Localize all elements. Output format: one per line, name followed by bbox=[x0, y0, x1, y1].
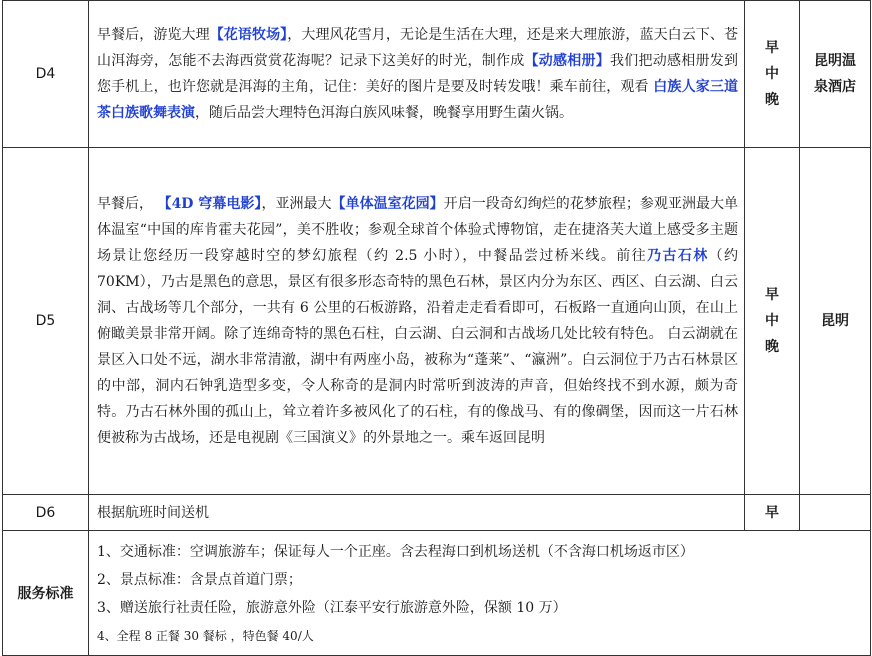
service-standard-list bbox=[89, 531, 871, 656]
description-segment: 我们把动感相册发到您手机上，也许您就是洱海的主角，记住：美好的图片是要及时转发哦！乘车前往，观看 bbox=[97, 53, 738, 95]
meal-cell bbox=[745, 1, 800, 148]
day-label: D6 bbox=[3, 495, 89, 531]
service-standard-row bbox=[3, 531, 871, 656]
hotel-cell bbox=[800, 148, 871, 495]
description-segment: ，大理风花雪月，无论是生活在大理，还是来大理旅游，蓝天白云下、苍山洱海旁，怎能不去海西赏赏花海呢？记录下这美好的时光，制作成 bbox=[97, 27, 739, 69]
service-item: 3、赠送旅行社责任险，旅游意外险（江泰平安行旅游意外险，保额 10 万） bbox=[97, 600, 567, 616]
description-segment: ，亚洲最大 bbox=[261, 196, 332, 212]
day-row-d6 bbox=[3, 495, 871, 531]
hotel-line: 泉酒店 bbox=[814, 79, 856, 95]
day-description bbox=[89, 148, 745, 495]
description-segment: 根据航班时间送机 bbox=[97, 504, 209, 521]
day-description-text bbox=[97, 22, 738, 126]
highlight-attraction: 【动感相册】 bbox=[524, 53, 610, 69]
day-description bbox=[89, 1, 745, 148]
highlight-attraction: 【单体温室花园】 bbox=[331, 196, 444, 212]
description-segment: ，随后品尝大理特色洱海白族风味餐，晚餐享用野生菌火锅。 bbox=[195, 105, 573, 121]
service-item: 1、交通标准：空调旅游车；保证每人一个正座。含去程海口到机场送机（不含海口机场返市区） bbox=[97, 544, 694, 560]
meal-lunch: 中 bbox=[765, 66, 779, 82]
hotel-cell bbox=[800, 495, 871, 531]
service-standard-title: 服务标准 bbox=[3, 531, 89, 656]
day-label: D5 bbox=[3, 148, 89, 495]
day-description-text bbox=[97, 500, 738, 526]
meal-lunch: 中 bbox=[765, 313, 779, 329]
day-description-text bbox=[97, 191, 738, 451]
hotel-cell bbox=[800, 1, 871, 148]
service-item: 4、全程 8 正餐 30 餐标 ，特色餐 40/人 bbox=[97, 629, 314, 643]
meal-cell bbox=[745, 495, 800, 531]
meal-breakfast: 早 bbox=[765, 40, 779, 56]
meal-breakfast: 早 bbox=[765, 287, 779, 303]
meal-dinner: 晚 bbox=[765, 92, 779, 108]
description-segment: 早餐后，游览大理 bbox=[97, 27, 210, 43]
service-item: 2、景点标准：含景点首道门票； bbox=[97, 572, 302, 588]
meal-dinner: 晚 bbox=[765, 339, 779, 355]
itinerary-table bbox=[2, 0, 871, 656]
highlight-attraction: 【花语牧场】 bbox=[209, 27, 288, 43]
hotel-line: 昆明 bbox=[821, 313, 849, 329]
meal-cell bbox=[745, 148, 800, 495]
day-row-d4 bbox=[3, 1, 871, 148]
day-row-d5 bbox=[3, 148, 871, 495]
day-description bbox=[89, 495, 745, 531]
meal-breakfast: 早 bbox=[765, 504, 779, 521]
highlight-attraction: 白族人家三道茶白族歌舞表演 bbox=[97, 79, 739, 121]
description-segment: 早餐后， bbox=[97, 196, 158, 212]
hotel-line: 昆明温 bbox=[814, 53, 856, 69]
highlight-attraction: 【4D 穹幕电影】 bbox=[157, 196, 262, 212]
description-segment: 开启一段奇幻绚烂的花梦旅程；参观亚洲最大单体温室“中国的库肯霍夫花园”，美不胜收；参观全球首个体验式博物馆，走在捷洛芙大道上感受多主题场景让您经历一段穿越时空的梦幻旅程（约 2.5 小时），中餐品尝过桥米线。前往 bbox=[97, 196, 739, 264]
day-label: D4 bbox=[3, 1, 89, 148]
description-segment: （约 70KM），乃古是黑色的意思，景区有很多形态奇特的黑色石林，景区内分为东区、西区、白云湖、白云洞、古战场等几个部分，一共有 6 公里的石板游路，沿着走走看看即可，石板路一直通向山顶，在山上俯瞰美景非常开阔。除了连绵奇特的黑色石柱，白云湖、白云洞和古战场几处比较有特色。 白云湖就在景区入口处不远，湖水非常清澈，湖中有两座小岛，被称为“蓬莱”、“瀛洲”。白云洞位于乃古石林景区的中部，洞内石钟乳造型多变，令人称奇的是洞内时常听到波涛的声音，但始终找不到水源，颇为奇特。乃古石林外围的孤山上，耸立着许多被风化了的石柱，有的像战马、有的像碉堡，因而这一片石林便被称为古战场，还是电视剧《三国演义》的外景地之一。乘车返回昆明 bbox=[97, 248, 738, 446]
highlight-attraction: 乃古石林 bbox=[647, 248, 709, 264]
